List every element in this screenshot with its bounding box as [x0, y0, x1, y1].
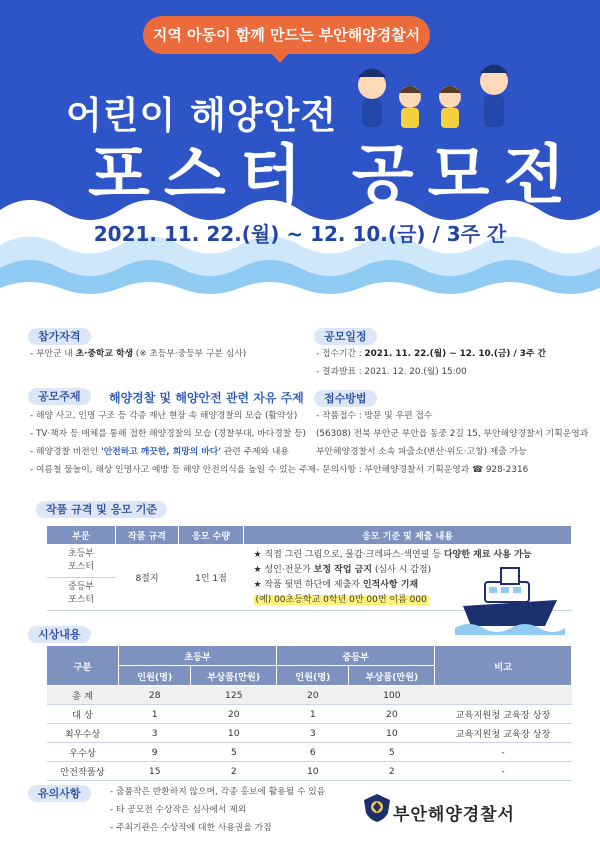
award-cell: 6 — [277, 743, 349, 762]
theme-label: 공모주제 — [28, 388, 91, 405]
hero-bubble: 지역 아동이 함께 만드는 부안해양경찰서 — [143, 16, 430, 54]
award-table — [46, 645, 572, 781]
eligibility-label: 참가자격 — [28, 328, 91, 345]
eligibility-text: - 부안군 내 초·중학교 학생 (※ 초등부·중등부 구분 심사) — [30, 349, 247, 359]
mascot-characters-icon — [352, 55, 522, 130]
notice-item: - 출품작은 반환하지 않으며, 각종 홍보에 활용될 수 있음 — [110, 787, 326, 797]
award-header: 초등부 — [119, 646, 277, 666]
award-cell: - — [435, 762, 572, 781]
method-item: (56308) 전북 부안군 부안읍 동중 2길 15, 부안해양경찰서 기획운영과 — [316, 429, 589, 439]
award-cell: 20 — [191, 705, 277, 724]
award-cell: 10 — [349, 724, 435, 743]
table-row — [47, 762, 572, 781]
hero-banner — [0, 0, 600, 300]
award-cell — [435, 686, 572, 705]
notice-item: - 타 공모전 수상작은 심사에서 제외 — [110, 805, 247, 815]
award-cell: 10 — [191, 724, 277, 743]
spec-criteria: ★ 직접 그린 그림으로, 물감·크레파스·색연필 등 다양한 재료 사용 가능 ★ 성인·전문가 보정 작업 금지 (심사 시 감점) ★ 작품 뒷면 하단에 제출자 인적사항 기재 (예) 00초등학교 0학년 0반 00번 이름 000 — [244, 545, 572, 611]
table-row — [47, 743, 572, 762]
award-cell: 9 — [119, 743, 191, 762]
award-cell: 125 — [191, 686, 277, 705]
schedule-receive: - 접수기간 : 2021. 11. 22.(월) ~ 12. 10.(금) / 3주 간 — [316, 349, 546, 359]
spec-category: 초등부 포스터 — [47, 545, 116, 578]
award-cell: 20 — [349, 705, 435, 724]
theme-item: - 해양 사고, 인명 구조 등 각종 재난 현장 속 해양경찰의 모습 (활약상) — [30, 411, 298, 421]
table-row — [47, 724, 572, 743]
award-cell: 2 — [191, 762, 277, 781]
award-header: 인원(명) — [277, 666, 349, 686]
theme-item: - 해양경찰 비전인 '안전하고 깨끗한, 희망의 바다' 관련 주제와 내용 — [30, 447, 289, 457]
award-label: 시상내용 — [28, 626, 91, 643]
award-cell: 5 — [349, 743, 435, 762]
award-header: 인원(명) — [119, 666, 191, 686]
award-header: 중등부 — [277, 646, 435, 666]
award-cell: 교육지원청 교육장 상장 — [435, 705, 572, 724]
schedule-announce: - 결과발표 : 2021. 12. 20.(월) 15:00 — [316, 367, 467, 377]
schedule-label: 공모일정 — [314, 328, 377, 345]
award-cell: 28 — [119, 686, 191, 705]
hero-title: 포스터 공모전 — [88, 139, 580, 213]
spec-size: 8절지 — [116, 545, 179, 611]
award-cell: 1 — [119, 705, 191, 724]
method-item: 부안해양경찰서 소속 파출소(변산·위도·고창) 제출 가능 — [316, 447, 527, 457]
award-header: 부상품(만원) — [191, 666, 277, 686]
theme-title: 해양경찰 및 해양안전 관련 자유 주제 — [109, 391, 304, 405]
spec-header: 응모 수량 — [179, 526, 244, 545]
patrol-ship-icon — [455, 560, 565, 635]
award-cell: 최우수상 — [47, 724, 119, 743]
method-item: - 문의사항 : 부안해양경찰서 기획운영과 ☎ 928-2316 — [316, 465, 529, 475]
award-cell: 1 — [277, 705, 349, 724]
theme-item: - 여름철 물놀이, 해상 인명사고 예방 등 해양 안전의식을 높일 수 있는 주제 — [30, 465, 316, 475]
award-cell: 5 — [191, 743, 277, 762]
method-label: 접수방법 — [314, 390, 377, 407]
award-cell: 10 — [277, 762, 349, 781]
organization-name: 부안해양경찰서 — [393, 805, 515, 825]
hero-subtitle: 어린이 해양안전 — [66, 94, 338, 137]
table-row — [47, 686, 572, 705]
award-cell: 3 — [119, 724, 191, 743]
spec-label: 작품 규격 및 응모 기준 — [36, 501, 167, 518]
spec-header: 작품 규격 — [116, 526, 179, 545]
award-cell: - — [435, 743, 572, 762]
award-cell: 우수상 — [47, 743, 119, 762]
award-header: 구분 — [47, 646, 119, 686]
spec-header: 응모 기준 및 제출 내용 — [244, 526, 572, 545]
notice-label: 유의사항 — [28, 785, 91, 802]
award-cell: 20 — [277, 686, 349, 705]
spec-category: 중등부 포스터 — [47, 578, 116, 611]
award-cell: 대 상 — [47, 705, 119, 724]
hero-period: 2021. 11. 22.(월) ~ 12. 10.(금) / 3주 간 — [93, 222, 507, 246]
award-header: 비고 — [435, 646, 572, 686]
theme-item: - TV·책자 등 매체를 통해 접한 해양경찰의 모습 (경찰부대, 바다경찰 등) — [30, 429, 306, 439]
award-cell: 3 — [277, 724, 349, 743]
notice-item: - 주최기관은 수상작에 대한 사용권을 가짐 — [110, 823, 272, 833]
award-header: 부상품(만원) — [349, 666, 435, 686]
award-cell: 2 — [349, 762, 435, 781]
method-item: - 작품접수 : 방문 및 우편 접수 — [316, 411, 433, 421]
award-cell: 안전작품상 — [47, 762, 119, 781]
spec-header: 부문 — [47, 526, 116, 545]
award-cell: 총 계 — [47, 686, 119, 705]
coast-guard-emblem-icon — [362, 793, 392, 823]
award-cell: 100 — [349, 686, 435, 705]
spec-count: 1인 1점 — [179, 545, 244, 611]
table-row — [47, 705, 572, 724]
award-cell: 교육지원청 교육장 상장 — [435, 724, 572, 743]
award-cell: 15 — [119, 762, 191, 781]
